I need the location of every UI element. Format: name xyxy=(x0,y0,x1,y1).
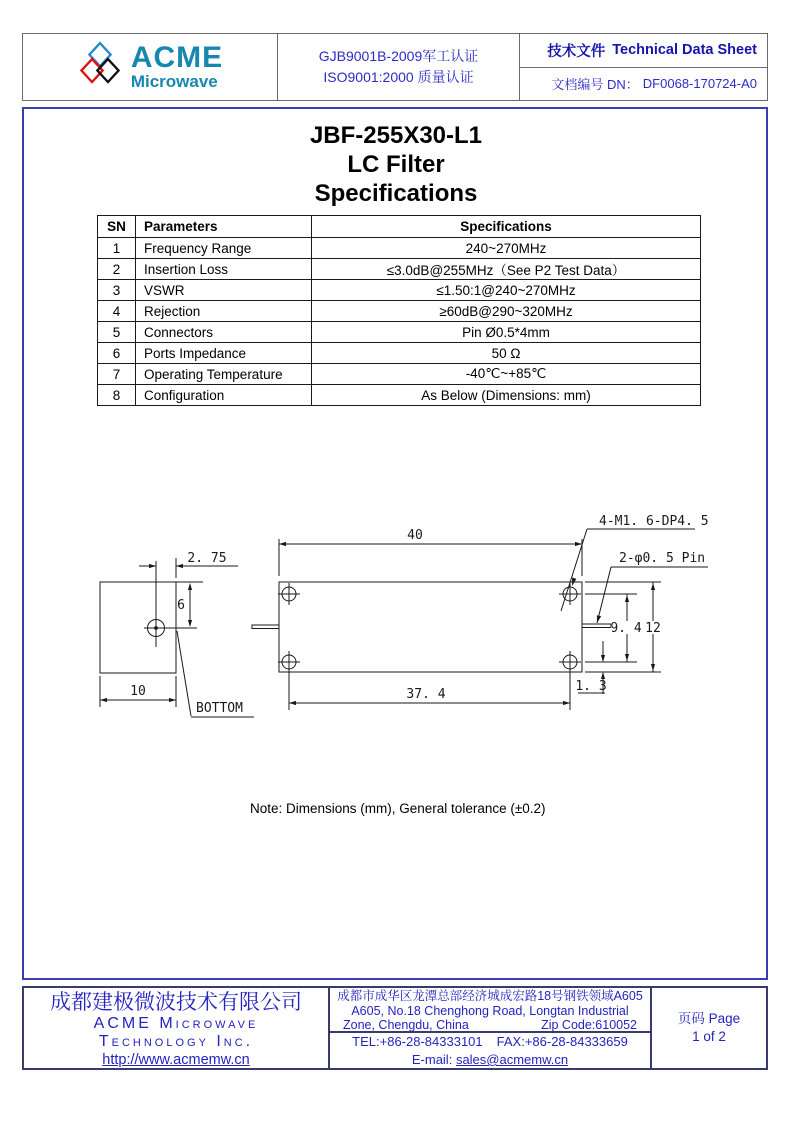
cert-line-1: GJB9001B-2009军工认证 xyxy=(318,48,479,64)
row-specification: -40℃~+85℃ xyxy=(312,364,701,385)
table-row xyxy=(98,322,701,343)
dim-hole-edge: 1. 3 xyxy=(575,679,607,694)
page-title: Specifications xyxy=(314,180,478,207)
doc-number-label: 文档编号 DN： xyxy=(551,77,639,93)
row-sn: 7 xyxy=(98,364,136,385)
table-row xyxy=(98,301,701,322)
row-parameter: Connectors xyxy=(136,322,312,343)
dim-pin-spacing: 9. 4 xyxy=(610,621,642,636)
dim-body-height: 12 xyxy=(645,621,661,636)
zip-code: Zip Code:610052 xyxy=(541,1018,637,1032)
table-row xyxy=(98,385,701,406)
company-name-en-2: Technology Inc. xyxy=(98,1033,254,1050)
tel-fax-line xyxy=(330,1033,650,1051)
title-block xyxy=(0,121,792,208)
company-name-en-1: ACME Microwave xyxy=(93,1015,259,1032)
table-row xyxy=(98,259,701,280)
row-sn: 8 xyxy=(98,385,136,406)
dim-hole-spacing: 37. 4 xyxy=(406,687,446,702)
header xyxy=(22,33,768,101)
doc-type-en: Technical Data Sheet xyxy=(612,42,757,59)
table-row xyxy=(98,343,701,364)
dim-mount-offset: 2. 75 xyxy=(187,551,227,566)
dimension-drawing xyxy=(70,495,720,740)
row-specification: 50 Ω xyxy=(312,343,701,364)
row-parameter: Frequency Range xyxy=(136,238,312,259)
dim-length: 40 xyxy=(407,528,423,543)
website-link[interactable]: http://www.acmemw.cn xyxy=(102,1052,250,1068)
doc-number-value: DF0068-170724-A0 xyxy=(642,76,757,92)
row-sn: 4 xyxy=(98,301,136,322)
tolerance-note: Note: Dimensions (mm), General tolerance (±0.2) xyxy=(250,801,546,816)
row-sn: 2 xyxy=(98,259,136,280)
row-parameter: Insertion Loss xyxy=(136,259,312,280)
logo xyxy=(23,34,278,100)
page-label: 页码 Page xyxy=(677,1011,741,1026)
email-line xyxy=(330,1051,650,1069)
table-row xyxy=(98,238,701,259)
page-number xyxy=(652,988,766,1068)
dim-hole-from-top: 6 xyxy=(177,598,185,613)
pins-label: 2-φ0. 5 Pin xyxy=(619,551,706,566)
screw-holes-label: 4-M1. 6-DP4. 5 xyxy=(599,514,709,529)
col-header-parameters: Parameters xyxy=(136,216,312,238)
address-cn: 成都市成华区龙潭总部经济城成宏路18号钢铁领域A605 xyxy=(337,989,643,1003)
row-parameter: Operating Temperature xyxy=(136,364,312,385)
row-parameter: Ports Impedance xyxy=(136,343,312,364)
row-specification: ≤3.0dB@255MHz（See P2 Test Data） xyxy=(312,259,701,280)
row-specification: Pin Ø0.5*4mm xyxy=(312,322,701,343)
table-row xyxy=(98,364,701,385)
phone-email-block xyxy=(330,1033,650,1069)
row-parameter: Rejection xyxy=(136,301,312,322)
bottom-view-label: BOTTOM xyxy=(196,701,243,716)
row-sn: 6 xyxy=(98,343,136,364)
footer-company xyxy=(24,988,330,1068)
dim-body-width: 10 xyxy=(130,684,146,699)
email-label: E-mail: xyxy=(411,1052,453,1067)
email-link[interactable]: sales@acmemw.cn xyxy=(455,1052,569,1067)
logo-subtext: Microwave xyxy=(130,71,218,91)
fax-number: FAX:+86-28-84333659 xyxy=(496,1034,628,1049)
doc-info xyxy=(520,34,767,100)
address-zone: Zone, Chengdu, China xyxy=(343,1018,469,1032)
table-row xyxy=(98,280,701,301)
tel-number: TEL:+86-28-84333101 xyxy=(352,1034,483,1049)
footer-contact xyxy=(330,988,652,1068)
row-specification: 240~270MHz xyxy=(312,238,701,259)
model-number: JBF-255X30-L1 xyxy=(309,122,483,149)
company-name-cn: 成都建极微波技术有限公司 xyxy=(50,991,302,1014)
address-block xyxy=(330,988,650,1033)
row-sn: 3 xyxy=(98,280,136,301)
certifications xyxy=(278,34,520,100)
address-en-2 xyxy=(335,1018,645,1033)
row-specification: ≥60dB@290~320MHz xyxy=(312,301,701,322)
row-sn: 5 xyxy=(98,322,136,343)
row-specification: ≤1.50:1@240~270MHz xyxy=(312,280,701,301)
col-header-sn: SN xyxy=(98,216,136,238)
spec-table xyxy=(97,215,701,406)
acme-diamonds-icon xyxy=(77,40,123,94)
row-specification: As Below (Dimensions: mm) xyxy=(312,385,701,406)
product-name: LC Filter xyxy=(347,151,445,178)
address-en-1: A605, No.18 Chenghong Road, Longtan Industrial xyxy=(351,1003,629,1018)
doc-type xyxy=(520,34,767,68)
logo-wordmark xyxy=(130,40,224,91)
logo-text: ACME xyxy=(130,40,224,74)
table-header-row xyxy=(98,216,701,238)
row-parameter: Configuration xyxy=(136,385,312,406)
col-header-specifications: Specifications xyxy=(312,216,701,238)
cert-line-2: ISO9001:2000 质量认证 xyxy=(323,69,474,85)
row-sn: 1 xyxy=(98,238,136,259)
page-value: 1 of 2 xyxy=(692,1029,726,1044)
doc-type-cn: 技术文件 xyxy=(547,43,606,60)
doc-number xyxy=(520,68,767,101)
row-parameter: VSWR xyxy=(136,280,312,301)
footer xyxy=(22,986,768,1070)
